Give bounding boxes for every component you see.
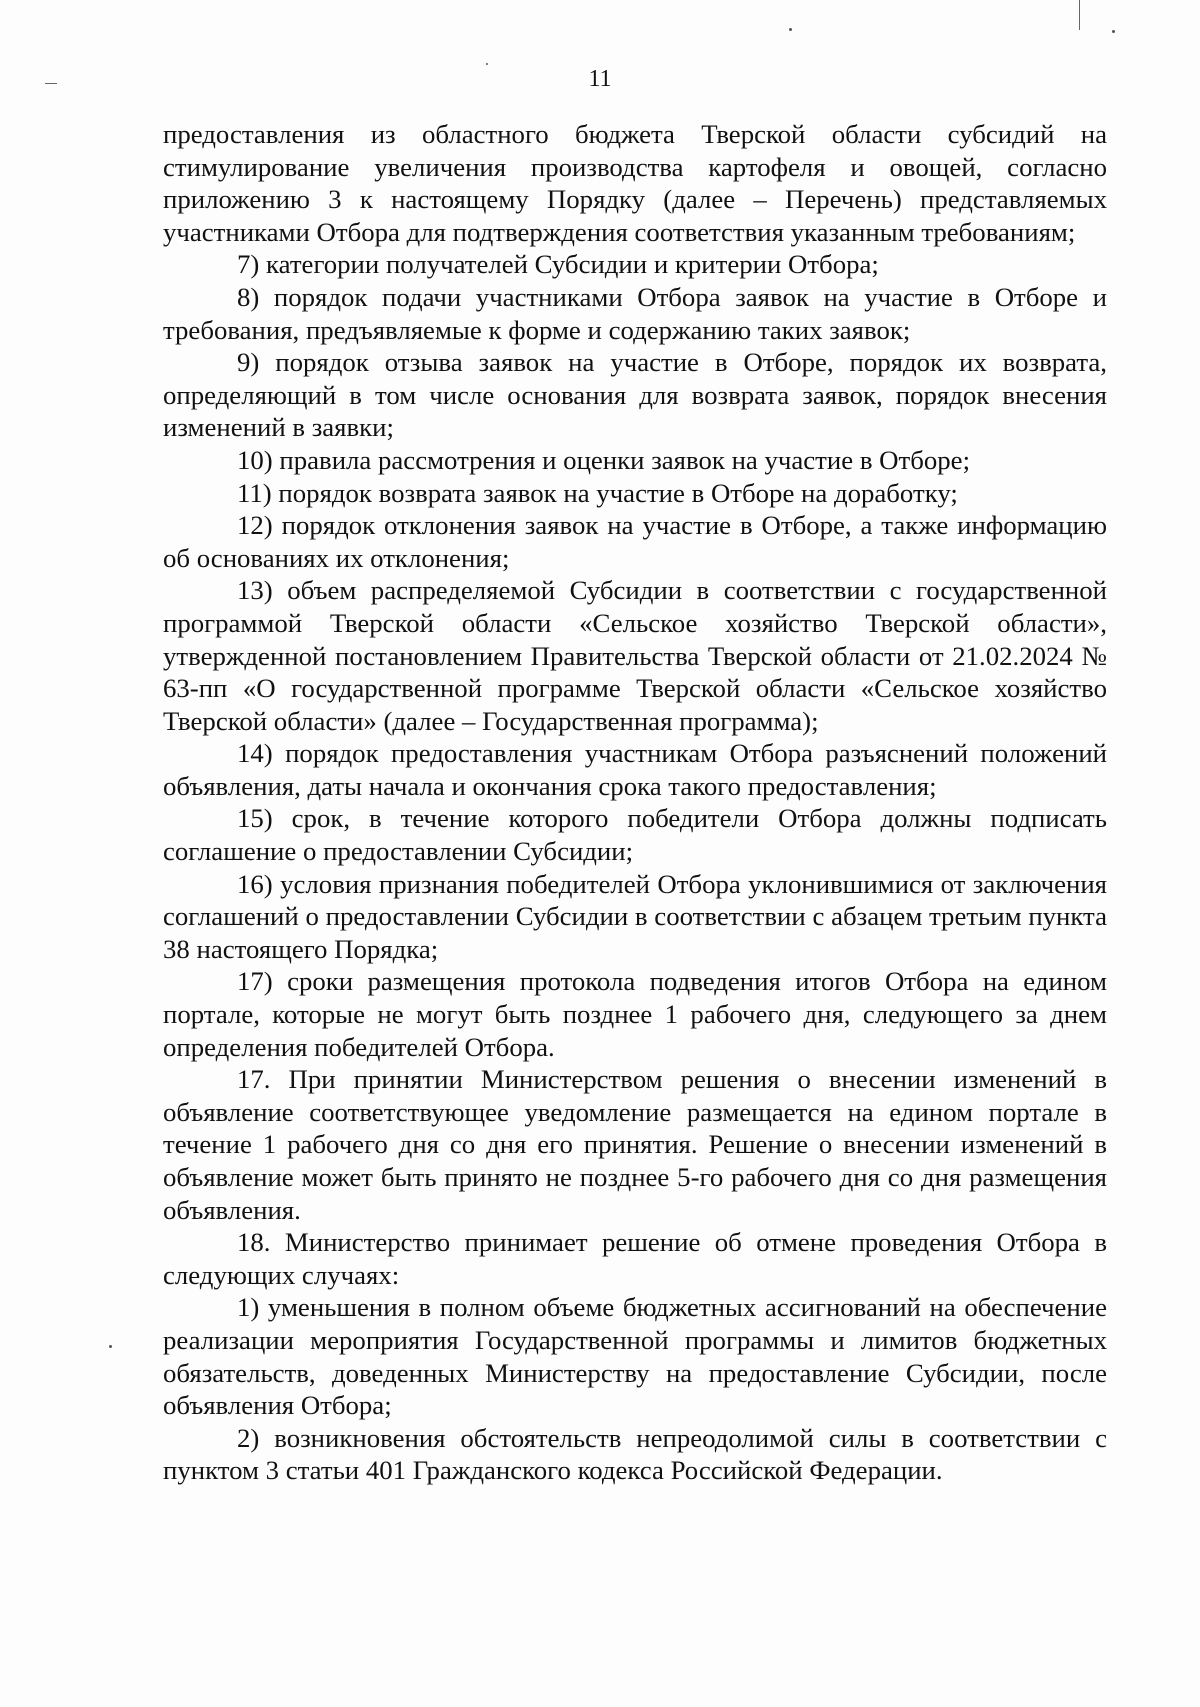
paragraph: 14) порядок предоставления участникам Отбора разъяснений положений объявления, даты начала и окончания срока такого предоставления; [163,738,1107,801]
paragraph: предоставления из областного бюджета Тверской области субсидий на стимулирование увеличения производства картофеля и овощей, согласно приложению 3 к настоящему Порядку (далее – Перечень) представляемых участниками Отбора для подтверждения соответствия указанным требованиям; [163,119,1107,247]
paragraph: 16) условия признания победителей Отбора уклонившимися от заключения соглашений о предоставлении Субсидии в соответствии с абзацем третьим пункта 38 настоящего Порядка; [163,868,1107,964]
paragraph: 13) объем распределяемой Субсидии в соответствии с государственной программой Тверской области «Сельское хозяйство Тверской области», утвержденной постановлением Правительства Тверской области от 21.02.2024 № 63-пп «О государственной программе Тверской области «Сельское хозяйство Тверской области» (далее – Государственная программа); [163,575,1107,736]
paragraph: 1) уменьшения в полном объеме бюджетных ассигнований на обеспечение реализации мероприятия Государственной программы и лимитов бюджетных обязательств, доведенных Министерству на предоставление Субсидии, после объявления Отбора; [163,1292,1107,1421]
paragraph: 15) срок, в течение которого победители Отбора должны подписать соглашение о предоставлении Субсидии; [163,803,1107,867]
scan-speck [789,28,792,31]
paragraph: 17) сроки размещения протокола подведения итогов Отбора на едином портале, которые не могут быть позднее 1 рабочего дня, следующего за днем определения победителей Отбора. [163,966,1107,1062]
paragraph: 10) правила рассмотрения и оценки заявок на участие в Отборе; [237,444,971,475]
scan-speck [109,1345,112,1348]
document-body [163,118,1107,1487]
paragraph: 18. Министерство принимает решение об отмене проведения Отбора в следующих случаях: [163,1227,1107,1290]
scan-edge-mark [1079,0,1080,30]
paragraph: 9) порядок отзыва заявок на участие в Отборе, порядок их возврата, определяющий в том числе основания для возврата заявок, порядок внесения изменений в заявки; [163,347,1107,443]
paragraph: 7) категории получателей Субсидии и критерии Отбора; [237,249,879,280]
page-number: 11 [588,66,612,92]
paragraph: 17. При принятии Министерством решения о внесении изменений в объявление соответствующее уведомление размещается на едином портале в течение 1 рабочего дня со дня его принятия. Решение о внесении изменений в объявление может быть принято не позднее 5-го рабочего дня со дня размещения объявления. [163,1064,1107,1225]
paragraph: 2) возникновения обстоятельств непреодолимой силы в соответствии с пунктом 3 статьи 401 Гражданского кодекса Российской Федерации. [163,1422,1107,1486]
paragraph: 11) порядок возврата заявок на участие в Отборе на доработку; [237,477,958,508]
scan-speck [1112,30,1115,33]
scan-speck [486,63,488,65]
paragraph: 12) порядок отклонения заявок на участие в Отборе, а также информацию об основаниях их отклонения; [163,510,1107,573]
paragraph: 8) порядок подачи участниками Отбора заявок на участие в Отборе и требования, предъявляемые к форме и содержанию таких заявок; [163,281,1107,345]
